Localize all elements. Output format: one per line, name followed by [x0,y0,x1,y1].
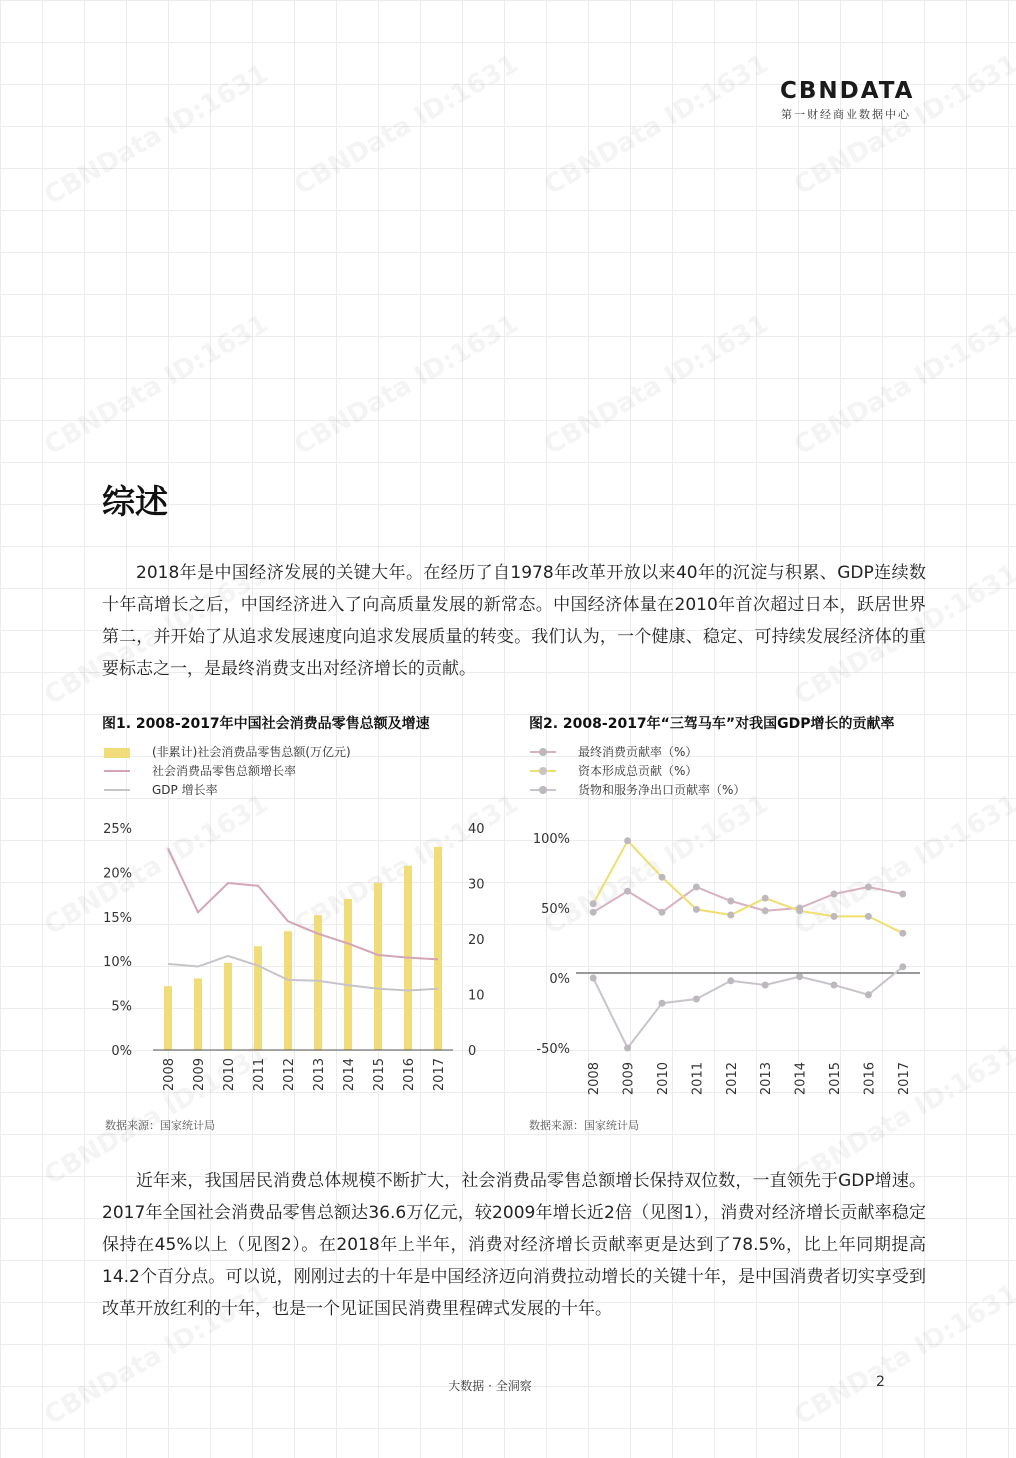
x-tick-label: 2012 [724,1062,740,1096]
y-tick-label: -50% [536,1042,570,1057]
legend-label: 资本形成总贡献（%） [578,764,698,778]
y-right-tick-label: 20 [468,933,485,948]
intro-paragraph: 2018年是中国经济发展的关键大年。在经历了自1978年改革开放以来40年的沉淀与积累、GDP连续数十年高增长之后，中国经济进入了向高质量发展的新常态。中国经济体量在2010年首次超过日本，跃居世界第二，并开始了从追求发展速度向追求发展质量的转变。我们认为，一个健康、稳定、可持续发展经济体的重要标志之一，是最终消费支出对经济增长的贡献。 [102,563,926,679]
data-point [659,909,666,916]
y-left-tick-label: 15% [103,910,132,926]
x-tick-label: 2017 [896,1062,912,1096]
figure1-chart [98,810,498,1110]
x-tick-label: 2014 [342,1058,357,1092]
data-point [796,907,803,914]
data-point [624,1045,631,1052]
footer-slogan: 大数据 · 全洞察 [448,1379,532,1393]
data-point [899,930,906,937]
data-point [693,996,700,1003]
watermark [539,49,773,201]
bar [254,946,262,1050]
data-point [590,900,597,907]
figure1-source: 数据来源：国家统计局 [105,1119,215,1132]
body-paragraph: 近年来，我国居民消费总体规模不断扩大，社会消费品零售总额增长保持双位数，一直领先于GDP增速。2017年全国社会消费品零售总额达36.6万亿元，较2009年增长近2倍（见图1），消费对经济增长贡献率稳定保持在45%以上（见图2）。在2018年上半年，消费对经济增长贡献率更是达到了78.5%，比上年同期提高14.2个百分点。可以说，刚刚过去的十年是中国经济迈向消费拉动增长的关键十年，是中国消费者切实享受到改革开放红利的十年，也是一个见证国民消费里程碑式发展的十年。 [102,1171,926,1319]
bar [194,978,202,1050]
watermark [789,49,1016,201]
y-tick-label: 100% [532,832,570,847]
retail-growth-line [168,848,438,959]
data-point [865,913,872,920]
figure1-legend [104,742,351,799]
bar [284,931,292,1050]
line-swatch-icon [104,789,130,791]
x-tick-label: 2008 [162,1058,177,1092]
y-left-tick-label: 20% [103,866,132,882]
x-tick-label: 2014 [793,1062,809,1096]
x-tick-label: 2013 [759,1062,775,1096]
x-tick-label: 2011 [690,1062,706,1096]
data-point [899,963,906,970]
bar-swatch-icon [104,748,130,758]
data-point [762,982,769,989]
legend-item-consumption [530,742,745,761]
figure2-title: 图2. 2008-2017年“三驾马车”对我国GDP增长的贡献率 [529,716,895,732]
data-point [762,895,769,902]
legend-label: 货物和服务净出口贡献率（%） [578,783,746,797]
bar [434,847,442,1050]
data-point [865,884,872,891]
data-point [865,991,872,998]
watermark [289,309,523,461]
data-point [659,874,666,881]
x-tick-label: 2009 [621,1062,637,1096]
legend-label: 社会消费品零售总额增长率 [152,764,297,778]
y-tick-label: 50% [541,902,570,917]
capital-formation-line [593,841,903,933]
data-point [762,907,769,914]
y-right-tick-label: 0 [468,1044,477,1059]
y-left-tick-label: 10% [103,955,132,971]
watermark [789,309,1016,461]
data-point [590,975,597,982]
y-right-tick-label: 40 [468,822,485,837]
bar [344,899,352,1050]
data-point [590,909,597,916]
data-point [727,898,734,905]
logo-subtitle: 第一财经商业数据中心 [781,108,911,121]
y-right-tick-label: 30 [468,877,485,893]
bar [224,963,232,1050]
x-tick-label: 2009 [192,1058,207,1092]
x-tick-label: 2016 [862,1062,878,1096]
x-tick-label: 2013 [312,1058,327,1092]
y-right-tick-label: 10 [468,988,485,1004]
legend-item-retail-total [104,742,351,761]
legend-item-capital [530,761,745,780]
legend-label: (非累计)社会消费品零售总额(万亿元) [152,745,351,759]
consumption-line [593,887,903,912]
watermark [39,309,273,461]
data-point [899,891,906,898]
data-point [693,906,700,913]
line-swatch-icon [104,770,130,772]
data-point [659,1000,666,1007]
x-tick-label: 2010 [222,1058,237,1092]
data-point [831,913,838,920]
x-tick-label: 2011 [252,1058,267,1092]
data-point [624,837,631,844]
data-point [796,973,803,980]
data-point [727,977,734,984]
x-tick-label: 2015 [372,1058,387,1092]
y-tick-label: 0% [549,972,570,987]
cbndata-logo [780,78,915,122]
figure2-legend [530,742,745,799]
y-left-tick-label: 25% [103,822,132,837]
line-marker-icon [530,789,556,791]
data-point [727,912,734,919]
legend-label: 最终消费贡献率（%） [578,745,698,759]
x-tick-label: 2016 [402,1058,417,1092]
section-title: 综述 [102,482,168,521]
bar [164,986,172,1050]
y-left-tick-label: 5% [111,999,132,1015]
legend-label: GDP 增长率 [152,783,218,797]
y-left-tick-label: 0% [111,1044,132,1059]
watermark [39,59,273,211]
gdp-growth-line [168,956,438,991]
legend-item-net-export [530,780,745,799]
line-marker-icon [530,751,556,753]
line-marker-icon [530,770,556,772]
logo-text: CBNDATA [780,78,915,104]
figure1-title: 图1. 2008-2017年中国社会消费品零售总额及增速 [102,716,430,732]
data-point [624,888,631,895]
x-tick-label: 2008 [587,1062,603,1096]
data-point [831,891,838,898]
figure2-source: 数据来源：国家统计局 [529,1119,639,1132]
net-export-line [593,967,903,1048]
figure2-chart [526,818,926,1108]
data-point [831,982,838,989]
bar [374,883,382,1050]
page-number: 2 [876,1374,885,1390]
x-tick-label: 2017 [432,1058,447,1092]
x-tick-label: 2010 [656,1062,671,1096]
legend-item-gdp-growth [104,780,351,799]
watermark [289,49,523,201]
data-point [693,884,700,891]
x-tick-label: 2012 [282,1058,297,1092]
legend-item-retail-growth [104,761,351,780]
x-tick-label: 2015 [828,1062,843,1096]
watermark [539,309,773,461]
